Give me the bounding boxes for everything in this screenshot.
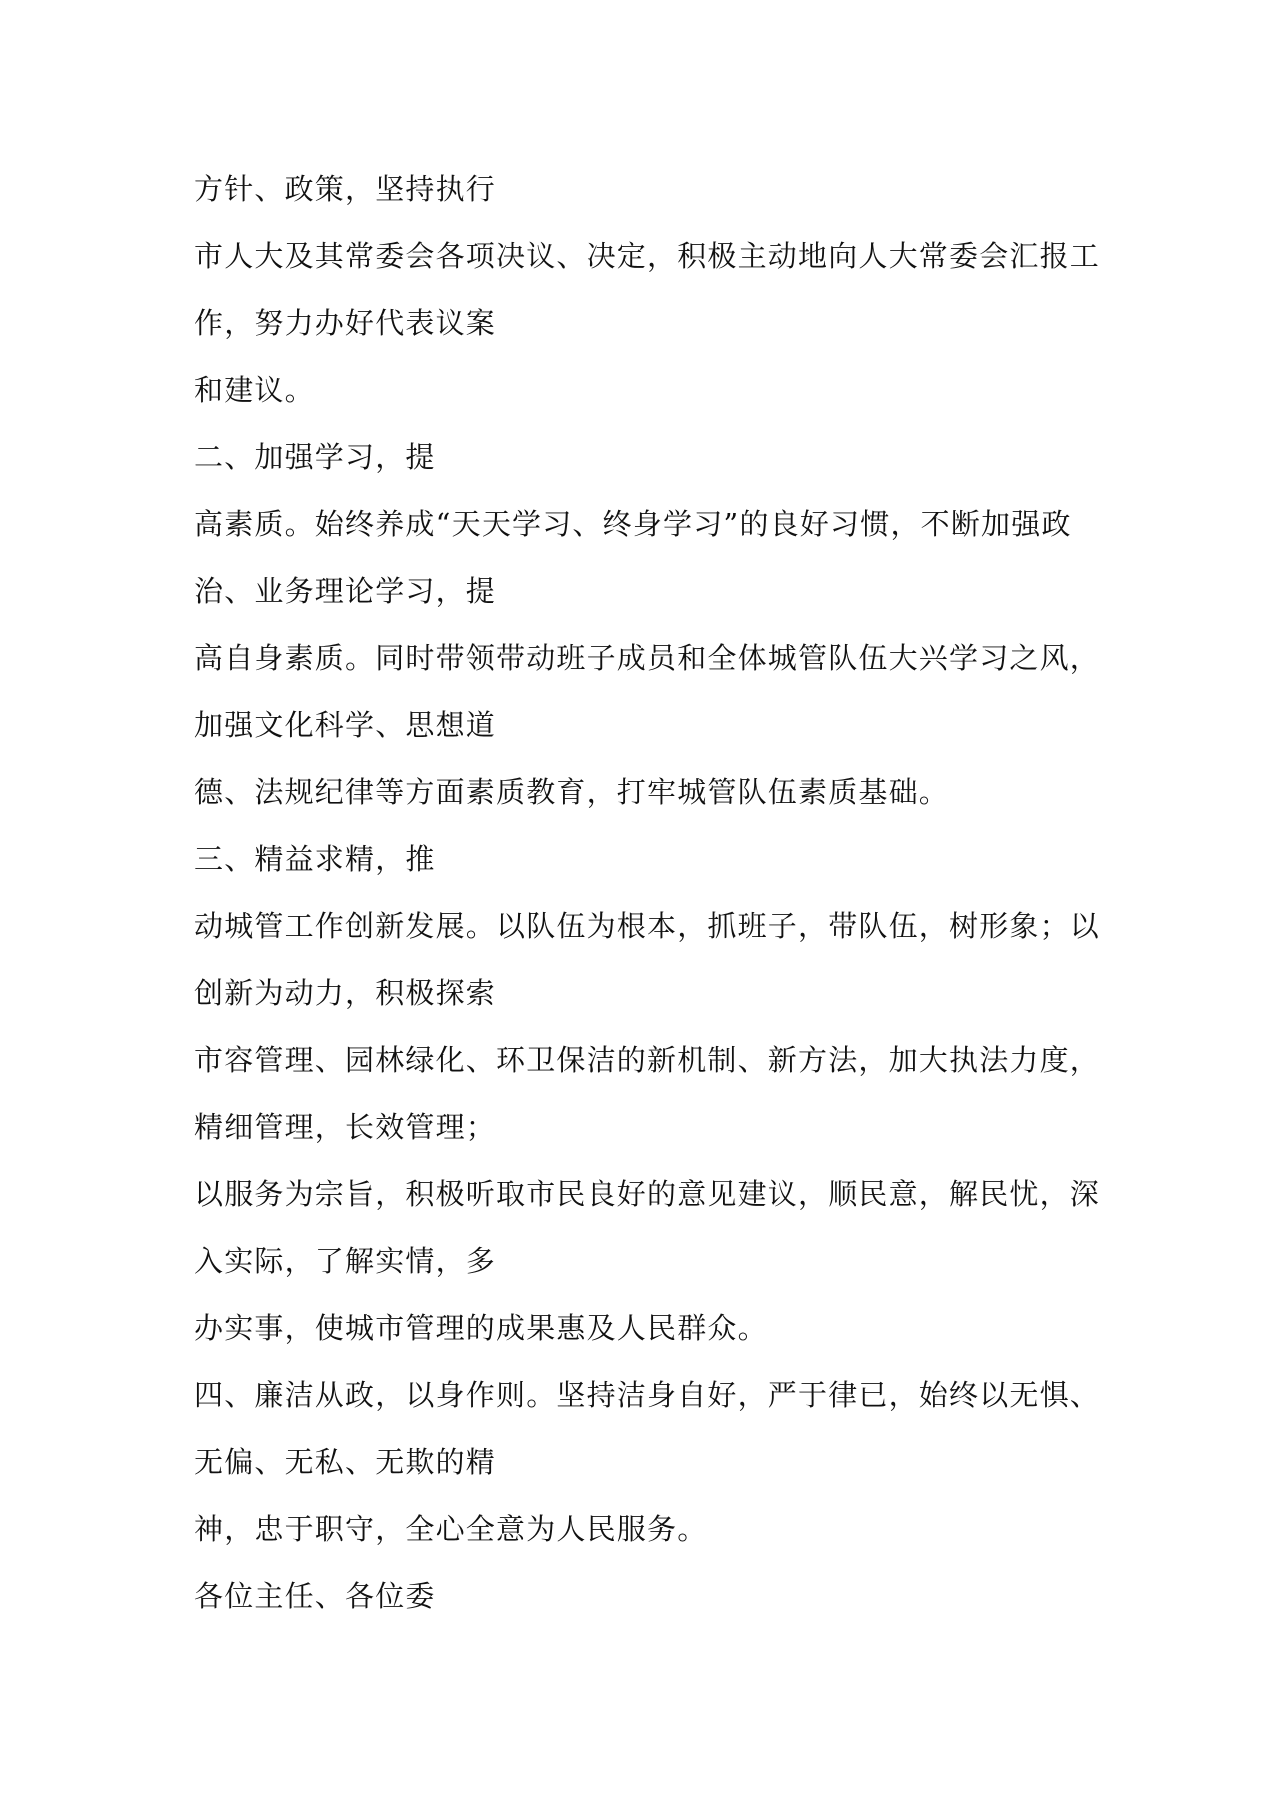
text-line: 以服务为宗旨，积极听取市民良好的意见建议，顺民意，解民忧，深: [194, 1177, 1101, 1211]
text-line: 治、业务理论学习，提: [194, 574, 497, 608]
text-line: 精细管理，长效管理；: [194, 1110, 497, 1144]
text-line: 神，忠于职守，全心全意为人民服务。: [194, 1512, 708, 1546]
text-line: 办实事，使城市管理的成果惠及人民群众。: [194, 1311, 768, 1345]
section-heading: 四、廉洁从政，以身作则。坚持洁身自好，严于律已，始终以无惧、: [194, 1378, 1101, 1412]
text-line: 高素质。始终养成“天天学习、终身学习”的良好习惯，不断加强政: [194, 507, 1072, 541]
section-heading: 三、精益求精，推: [194, 842, 436, 876]
text-line: 作，努力办好代表议案: [194, 306, 497, 340]
text-line: 创新为动力，积极探索: [194, 976, 497, 1010]
text-line: 动城管工作创新发展。以队伍为根本，抓班子，带队伍，树形象；以: [194, 909, 1101, 943]
text-line: 高自身素质。同时带领带动班子成员和全体城管队伍大兴学习之风，: [194, 641, 1101, 675]
text-line: 加强文化科学、思想道: [194, 708, 497, 742]
text-line: 各位主任、各位委: [194, 1579, 436, 1613]
text-line: 和建议。: [194, 373, 315, 407]
text-line: 市人大及其常委会各项决议、决定，积极主动地向人大常委会汇报工: [194, 239, 1101, 273]
text-line: 入实际，了解实情，多: [194, 1244, 497, 1278]
text-line: 德、法规纪律等方面素质教育，打牢城管队伍素质基础。: [194, 775, 950, 809]
text-line: 市容管理、园林绿化、环卫保洁的新机制、新方法，加大执法力度，: [194, 1043, 1101, 1077]
text-line: 无偏、无私、无欺的精: [194, 1445, 497, 1479]
text-line: 方针、政策，坚持执行: [194, 172, 497, 206]
section-heading: 二、加强学习，提: [194, 440, 436, 474]
